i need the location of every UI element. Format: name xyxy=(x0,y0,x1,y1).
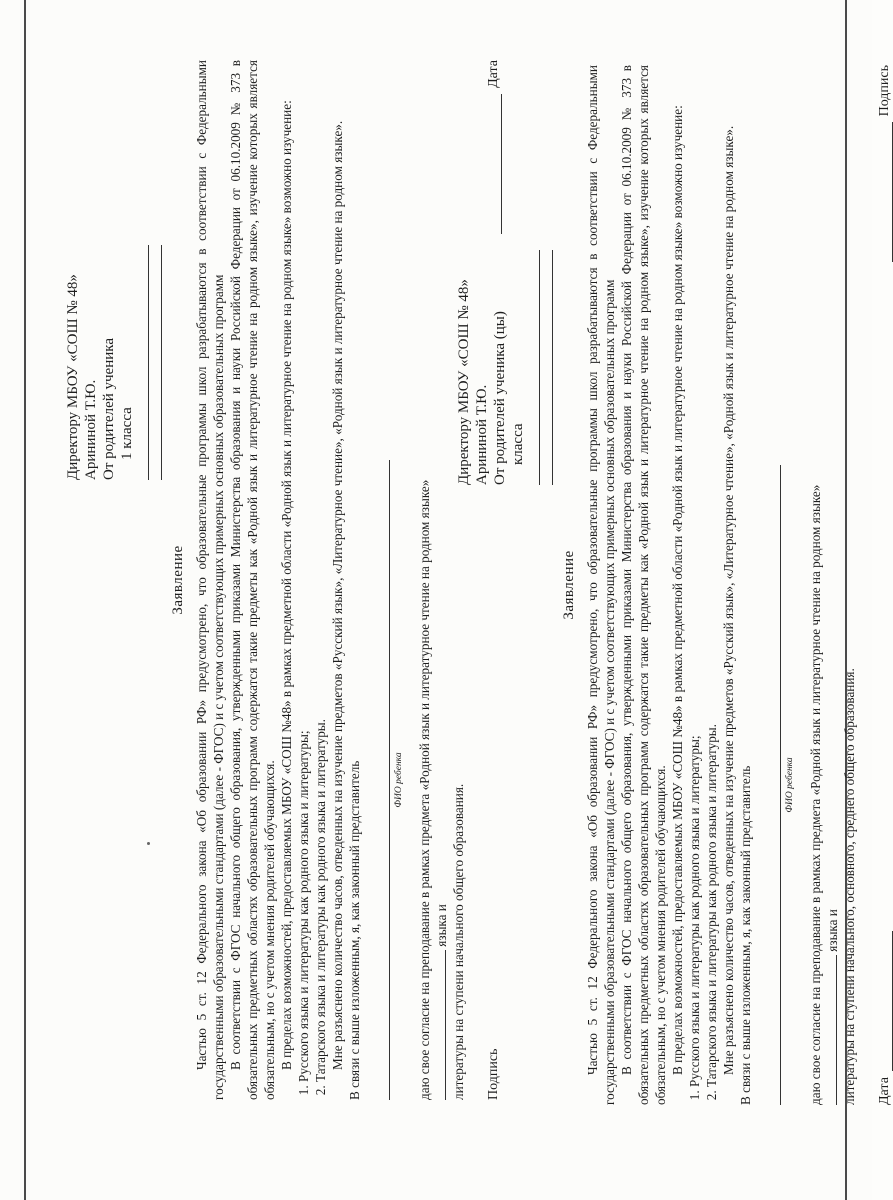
parent-name-line-2[interactable] xyxy=(149,245,162,480)
date-field xyxy=(876,931,893,1105)
fio-caption: ФИО ребенка xyxy=(785,757,795,813)
consent-text: литературы на ступени начального, основного, среднего общего образования. xyxy=(842,668,857,1105)
date-label: Дата xyxy=(486,60,501,88)
list-item: 1. Русского языка и литературы как родного языка и литературы; xyxy=(295,60,312,1082)
child-name-field[interactable] xyxy=(780,465,781,1105)
class-line: 1 класса xyxy=(119,407,135,460)
date-label: Дата xyxy=(877,1077,892,1105)
language-field[interactable] xyxy=(826,955,837,1105)
paragraph: В связи с выше изложенным, я, как законный представитель xyxy=(347,760,362,1100)
language-options-list xyxy=(295,60,329,1100)
list-item: 2. Татарского языка и литературы как родного языка и литературы. xyxy=(312,60,329,1082)
paragraph: В пределах возможностей, предоставляемых МБОУ «СОШ №48» в рамках предметной области «Родной язык и литературное чтение на родном языке» возможно изучение: xyxy=(279,100,294,1070)
signature-label: Подпись xyxy=(486,1048,501,1100)
consent-text: даю свое согласие на преподавание в рамках предмета «Родной язык и литературное чтение на родном языке» xyxy=(417,479,432,1100)
addressee-name: Арининой Т.Ю. xyxy=(83,379,99,480)
signature-row xyxy=(876,65,893,1105)
application-form-right xyxy=(455,65,892,1105)
addressee-line: Директору МБОУ «СОШ № 48» xyxy=(65,274,81,480)
paragraph: Мне разъяснено количество часов, отведенных на изучение предметов «Русский язык», «Литературное чтение», «Родной язык и литературное чтение на родном языке». xyxy=(330,120,345,1070)
class-line: класса xyxy=(510,423,526,465)
consent-text: языка и xyxy=(434,904,449,947)
signature-field-right xyxy=(876,65,893,262)
paragraph: В соответствии с ФГОС начального общего образования, утвержденными приказами Министерства образования и науки Российской Федерации от 06.10.2009 № 373 в обязательных предметных областях образовательных программ содержатся такие предметы как «Родной язык и литературное чтение на родном языке», изучение которых является обязательным, но с учетом мнения родителей обучающихся. xyxy=(619,65,668,1105)
language-options-list xyxy=(686,65,720,1105)
paragraph: В пределах возможностей, предоставляемых МБОУ «СОШ №48» в рамках предметной области «Родной язык и литературное чтение на родном языке» возможно изучение: xyxy=(670,105,685,1075)
addressee-line: Директору МБОУ «СОШ № 48» xyxy=(456,279,472,485)
consent-block xyxy=(807,65,858,1105)
parent-name-line-2[interactable] xyxy=(540,250,553,485)
list-item: 2. Татарского языка и литературы как родного языка и литературы. xyxy=(703,65,720,1087)
document-title: Заявление xyxy=(561,550,577,620)
parent-name-line[interactable] xyxy=(527,250,540,485)
paragraph: Частью 5 ст. 12 Федерального закона «Об образовании РФ» предусмотрено, что образовательные программы школ разрабатываются в соответствии с Федеральными государственными образовательными стандартами (далее - ФГОС) и с учетом соответствующих примерных основных образовательных программ xyxy=(585,65,617,1105)
consent-text: языка и xyxy=(825,909,840,952)
consent-line xyxy=(824,65,841,1105)
addressee-name: Арининой Т.Ю. xyxy=(474,384,490,485)
consent-line xyxy=(433,60,450,1100)
parent-name-line[interactable] xyxy=(136,245,149,480)
from-parents-line: От родителей ученика (цы) xyxy=(492,311,508,485)
list-item: 1. Русского языка и литературы как родного языка и литературы; xyxy=(686,65,703,1087)
fio-caption: ФИО ребенка xyxy=(394,752,404,808)
from-parents-line: От родителей ученика xyxy=(101,338,117,480)
document-body xyxy=(584,65,893,1105)
paragraph: Частью 5 ст. 12 Федерального закона «Об образовании РФ» предусмотрено, что образовательные программы школ разрабатываются в соответствии с Федеральными государственными образовательными стандартами (далее - ФГОС) и с учетом соответствующих примерных основных образовательных программ xyxy=(194,60,226,1100)
paragraph: В связи с выше изложенным, я, как законный представитель xyxy=(738,765,753,1105)
document-title: Заявление xyxy=(170,545,186,615)
paragraph: В соответствии с ФГОС начального общего образования, утвержденными приказами Министерства образования и науки Российской Федерации от 06.10.2009 № 373 в обязательных предметных областях образовательных программ содержатся такие предметы как «Родной язык и литературное чтение на родном языке», изучение которых является обязательным, но с учетом мнения родителей обучающихся. xyxy=(228,60,277,1100)
addressee-block xyxy=(455,65,553,485)
paragraph: Мне разъяснено количество часов, отведенных на изучение предметов «Русский язык», «Литературное чтение», «Родной язык и литературное чтение на родном языке». xyxy=(721,125,736,1075)
language-field[interactable] xyxy=(435,950,446,1100)
child-name-field[interactable] xyxy=(389,460,390,1100)
signature-label: Подпись xyxy=(877,65,892,117)
addressee-block xyxy=(64,60,162,480)
scan-edge-left xyxy=(24,0,26,1200)
consent-text: литературы на ступени начального общего образования. xyxy=(451,783,466,1100)
consent-text: даю свое согласие на преподавание в рамках предмета «Родной язык и литературное чтение на родном языке» xyxy=(808,484,823,1105)
